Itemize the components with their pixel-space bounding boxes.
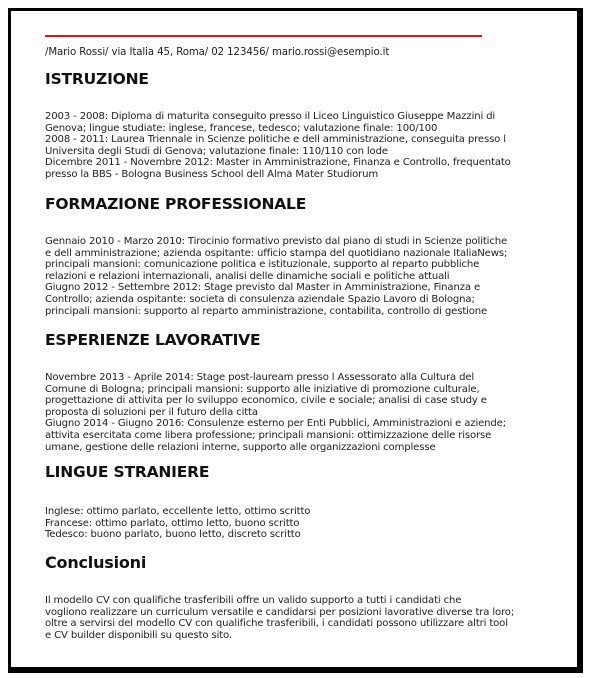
section-body-lingue-straniere xyxy=(45,506,565,541)
body-line: attivita esercitata come libera professione; principali mansioni: ottimizzazione delle risorse xyxy=(45,429,492,441)
section-title-istruzione: ISTRUZIONE xyxy=(45,70,149,88)
body-line: Controllo; azienda ospitante: societa di consulenza aziendale Spazio Lavoro di Bologna; xyxy=(45,293,475,305)
body-line: Gennaio 2010 - Marzo 2010: Tirocinio formativo previsto dal piano di studi in Scienze politiche xyxy=(45,236,508,247)
body-line: Dicembre 2011 - Novembre 2012: Master in Amministrazione, Finanza e Controllo, frequentato xyxy=(45,157,511,169)
body-line: Novembre 2013 - Aprile 2014: Stage post-lauream presso l Assessorato alla Cultura del xyxy=(45,372,475,383)
body-line: Genova; lingue studiate: inglese, francese, tedesco; valutazione finale: 100/100 xyxy=(45,122,438,134)
body-line: progettazione di attivita per lo sviluppo economico, civile e sociale; analisi di case study e xyxy=(45,395,487,407)
body-line: Giugno 2012 - Settembre 2012: Stage previsto dal Master in Amministrazione, Finanza e xyxy=(45,282,481,294)
body-line: Comune di Bologna; principali mansioni: supporto alle iniziative di promozione culturale, xyxy=(45,383,480,395)
section-body-conclusioni xyxy=(45,595,565,641)
section-title-formazione-professionale: FORMAZIONE PROFESSIONALE xyxy=(45,195,307,213)
body-line: e dell amministrazione; azienda ospitante: ufficio stampa del quotidiano nazionale ItaliaNews; xyxy=(45,247,508,259)
header-red-rule xyxy=(45,35,482,37)
section-title-esperienze-lavorative: ESPERIENZE LAVORATIVE xyxy=(45,331,261,349)
body-line: Universita degli Studi di Genova; valutazione finale: 110/110 con lode xyxy=(45,145,388,157)
body-line: vogliono realizzare un curriculum versatile e candidarsi per posizioni lavorative diverse tra loro; xyxy=(45,606,515,618)
body-line: presso la BBS - Bologna Business School dell Alma Mater Studiorum xyxy=(45,168,379,180)
body-line: Inglese: ottimo parlato, eccellente letto, ottimo scritto xyxy=(45,506,311,517)
section-body-esperienze-lavorative xyxy=(45,372,565,453)
body-line: umane, gestione delle relazioni interne, supporto alle organizzazioni complesse xyxy=(45,441,436,453)
body-line: principali mansioni: supporto al reparto amministrazione, contabilita, controllo di gestione xyxy=(45,305,488,317)
contact-line: /Mario Rossi/ via Italia 45, Roma/ 02 123456/ mario.rossi@esempio.it xyxy=(45,47,390,58)
section-body-formazione-professionale xyxy=(45,236,565,317)
section-title-conclusioni: Conclusioni xyxy=(45,553,147,572)
section-body-istruzione xyxy=(45,111,565,181)
body-line: Giugno 2014 - Giugno 2016: Consulenze esterno per Enti Pubblici, Amministrazioni e aziende; xyxy=(45,418,506,430)
body-line: 2008 - 2011: Laurea Triennale in Scienze politiche e dell amministrazione, conseguita presso l xyxy=(45,134,506,146)
body-line: principali mansioni: comunicazione politica e istituzionale, supporto al reparto pubbliche xyxy=(45,259,480,271)
section-title-lingue-straniere: LINGUE STRANIERE xyxy=(45,463,210,481)
body-line: proposta di soluzioni per il futuro della citta xyxy=(45,406,258,418)
body-line: Tedesco: buono parlato, buono letto, discreto scritto xyxy=(45,529,301,541)
body-line: oltre a servirsi del modello CV con qualifiche trasferibili, i candidati possono utilizzare altri tool xyxy=(45,618,508,630)
body-line: e CV builder disponibili su questo sito. xyxy=(45,629,232,641)
body-line: Il modello CV con qualifiche trasferibili offre un valido supporto a tutti i candidati che xyxy=(45,595,462,606)
body-line: 2003 - 2008: Diploma di maturita conseguito presso il Liceo Linguistico Giuseppe Mazzini di xyxy=(45,111,496,122)
body-line: relazioni e relazioni internazionali, analisi delle dinamiche sociali e politiche attuali xyxy=(45,270,450,282)
body-line: Francese: ottimo parlato, ottimo letto, buono scritto xyxy=(45,517,300,529)
